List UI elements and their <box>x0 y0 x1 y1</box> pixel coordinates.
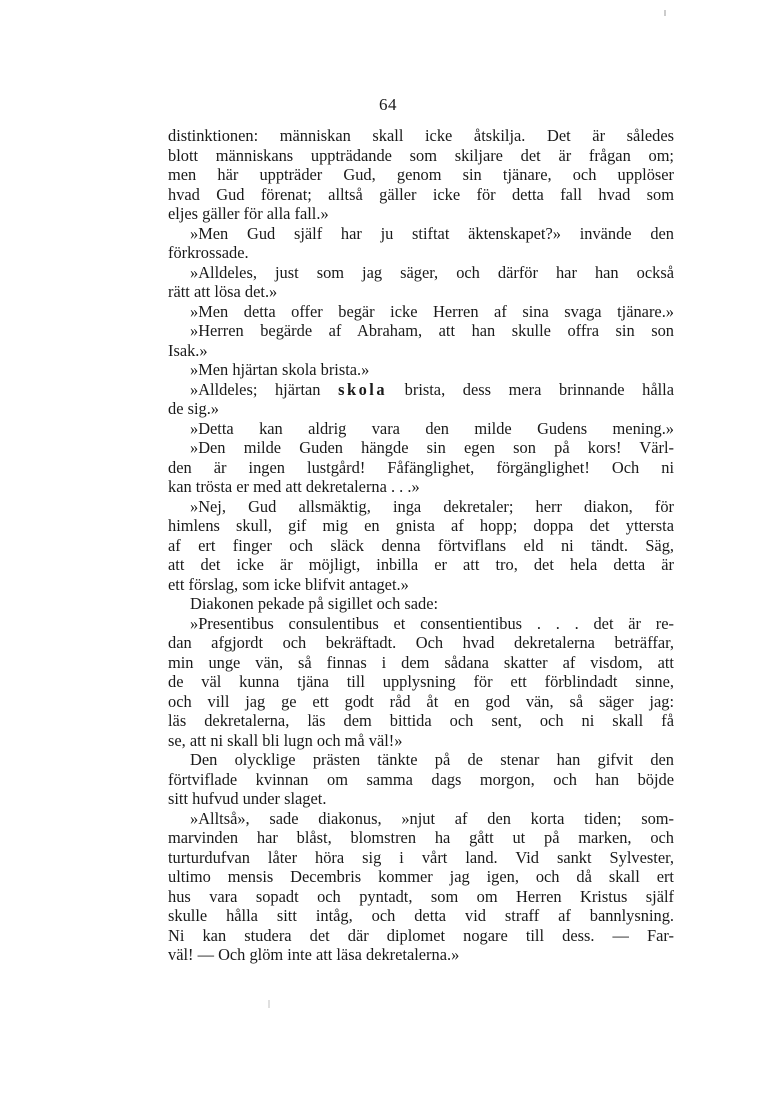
body-text <box>168 126 674 965</box>
text-line: marvinden har blåst, blomstren ha gått ut på marken, och <box>168 828 674 847</box>
scan-speck <box>268 1000 270 1008</box>
text-line <box>168 380 674 400</box>
text-line: turturdufvan låter höra sig i vårt land. Vid sankt Sylvester, <box>168 847 674 867</box>
text-line: Ni kan studera det där diplomet nogare till dess. — Far- <box>168 925 674 945</box>
text-line: rätt att lösa det.» <box>168 282 278 301</box>
text-line: distinktionen: människan skall icke åtskilja. Det är således <box>168 126 674 145</box>
emphasis-text: skola <box>338 379 388 399</box>
text-line: dan afgjordt och bekräftadt. Och hvad dekretalerna beträffar, <box>168 633 674 652</box>
text-segment: brista, dess mera brinnande hålla <box>387 379 674 399</box>
text-line: Den olycklige prästen tänkte på de stenar han gifvit den <box>190 750 674 769</box>
text-line: »Detta kan aldrig vara den milde Gudens mening.» <box>190 418 674 438</box>
text-line: de sig.» <box>168 399 219 418</box>
text-line: förtviflade kvinnan om samma dags morgon, och han böjde <box>168 769 674 789</box>
text-line: skulle hålla sitt intåg, och detta vid straff af bannlysning. <box>168 906 674 925</box>
text-line: »Presentibus consulentibus et consentientibus . . . det är re- <box>190 613 674 633</box>
text-line: »Men detta offer begär icke Herren af sina svaga tjänare.» <box>190 301 674 321</box>
scan-speck <box>664 10 666 16</box>
text-line: af ert finger och släck denna förtviflans eld ni tändt. Säg, <box>168 535 674 555</box>
text-line: väl! — Och glöm inte att läsa dekretalerna.» <box>168 945 460 964</box>
text-line: ultimo mensis Decembris kommer jag igen, och då skall ert <box>168 867 674 886</box>
text-line: de väl kunna tjäna till upplysning för ett förblindadt sinne, <box>168 672 674 691</box>
text-line: »Alldeles, just som jag säger, och därför har han också <box>190 262 674 282</box>
text-line: eljes gäller för alla fall.» <box>168 204 329 223</box>
text-line: »Herren begärde af Abraham, att han skulle offra sin son <box>190 321 674 340</box>
text-line: sitt hufvud under slaget. <box>168 789 327 808</box>
text-line: men här uppträder Gud, genom sin tjänare, och upplöser <box>168 165 674 184</box>
text-line: »Men Gud själf har ju stiftat äktenskapet?» invände den <box>190 223 674 243</box>
page-number: 64 <box>379 95 397 114</box>
text-line: »Alltså», sade diakonus, »njut af den korta tiden; som- <box>190 808 674 828</box>
text-segment: »Alldeles; hjärtan <box>190 379 339 399</box>
text-line: »Men hjärtan skola brista.» <box>190 360 370 379</box>
text-line: »Den milde Guden hängde sin egen son på kors! Värl- <box>190 438 674 457</box>
text-line: se, att ni skall bli lugn och må väl!» <box>168 730 403 750</box>
text-line: hvad Gud förenat; alltså gäller icke för detta fall hvad som <box>168 184 674 204</box>
text-line: ett förslag, som icke blifvit antaget.» <box>168 574 409 594</box>
text-line: Diakonen pekade på sigillet och sade: <box>190 594 439 613</box>
text-line: att det icke är möjligt, inbilla er att tro, det hela detta är <box>168 555 674 574</box>
text-line: blott människans uppträdande som skiljare det är frågan om; <box>168 145 674 165</box>
text-line: och vill jag ge ett godt råd åt en god vän, så säger jag: <box>168 691 674 711</box>
text-line: Isak.» <box>168 340 208 360</box>
text-line: min unge vän, så finnas i dem sådana skatter af visdom, att <box>168 652 674 672</box>
text-line: förkrossade. <box>168 243 249 262</box>
text-line: kan trösta er med att dekretalerna . . .» <box>168 477 420 496</box>
text-line: hus vara sopadt och pyntadt, som om Herren Kristus själf <box>168 886 674 906</box>
text-line: läs dekretalerna, läs dem bittida och sent, och ni skall få <box>168 711 674 730</box>
text-line: den är ingen lustgård! Fåfänglighet, förgänglighet! Och ni <box>168 457 674 477</box>
text-line: himlens skull, gif mig en gnista af hopp; doppa det yttersta <box>168 516 674 535</box>
text-line: »Nej, Gud allsmäktig, inga dekretaler; herr diakon, för <box>190 496 674 516</box>
